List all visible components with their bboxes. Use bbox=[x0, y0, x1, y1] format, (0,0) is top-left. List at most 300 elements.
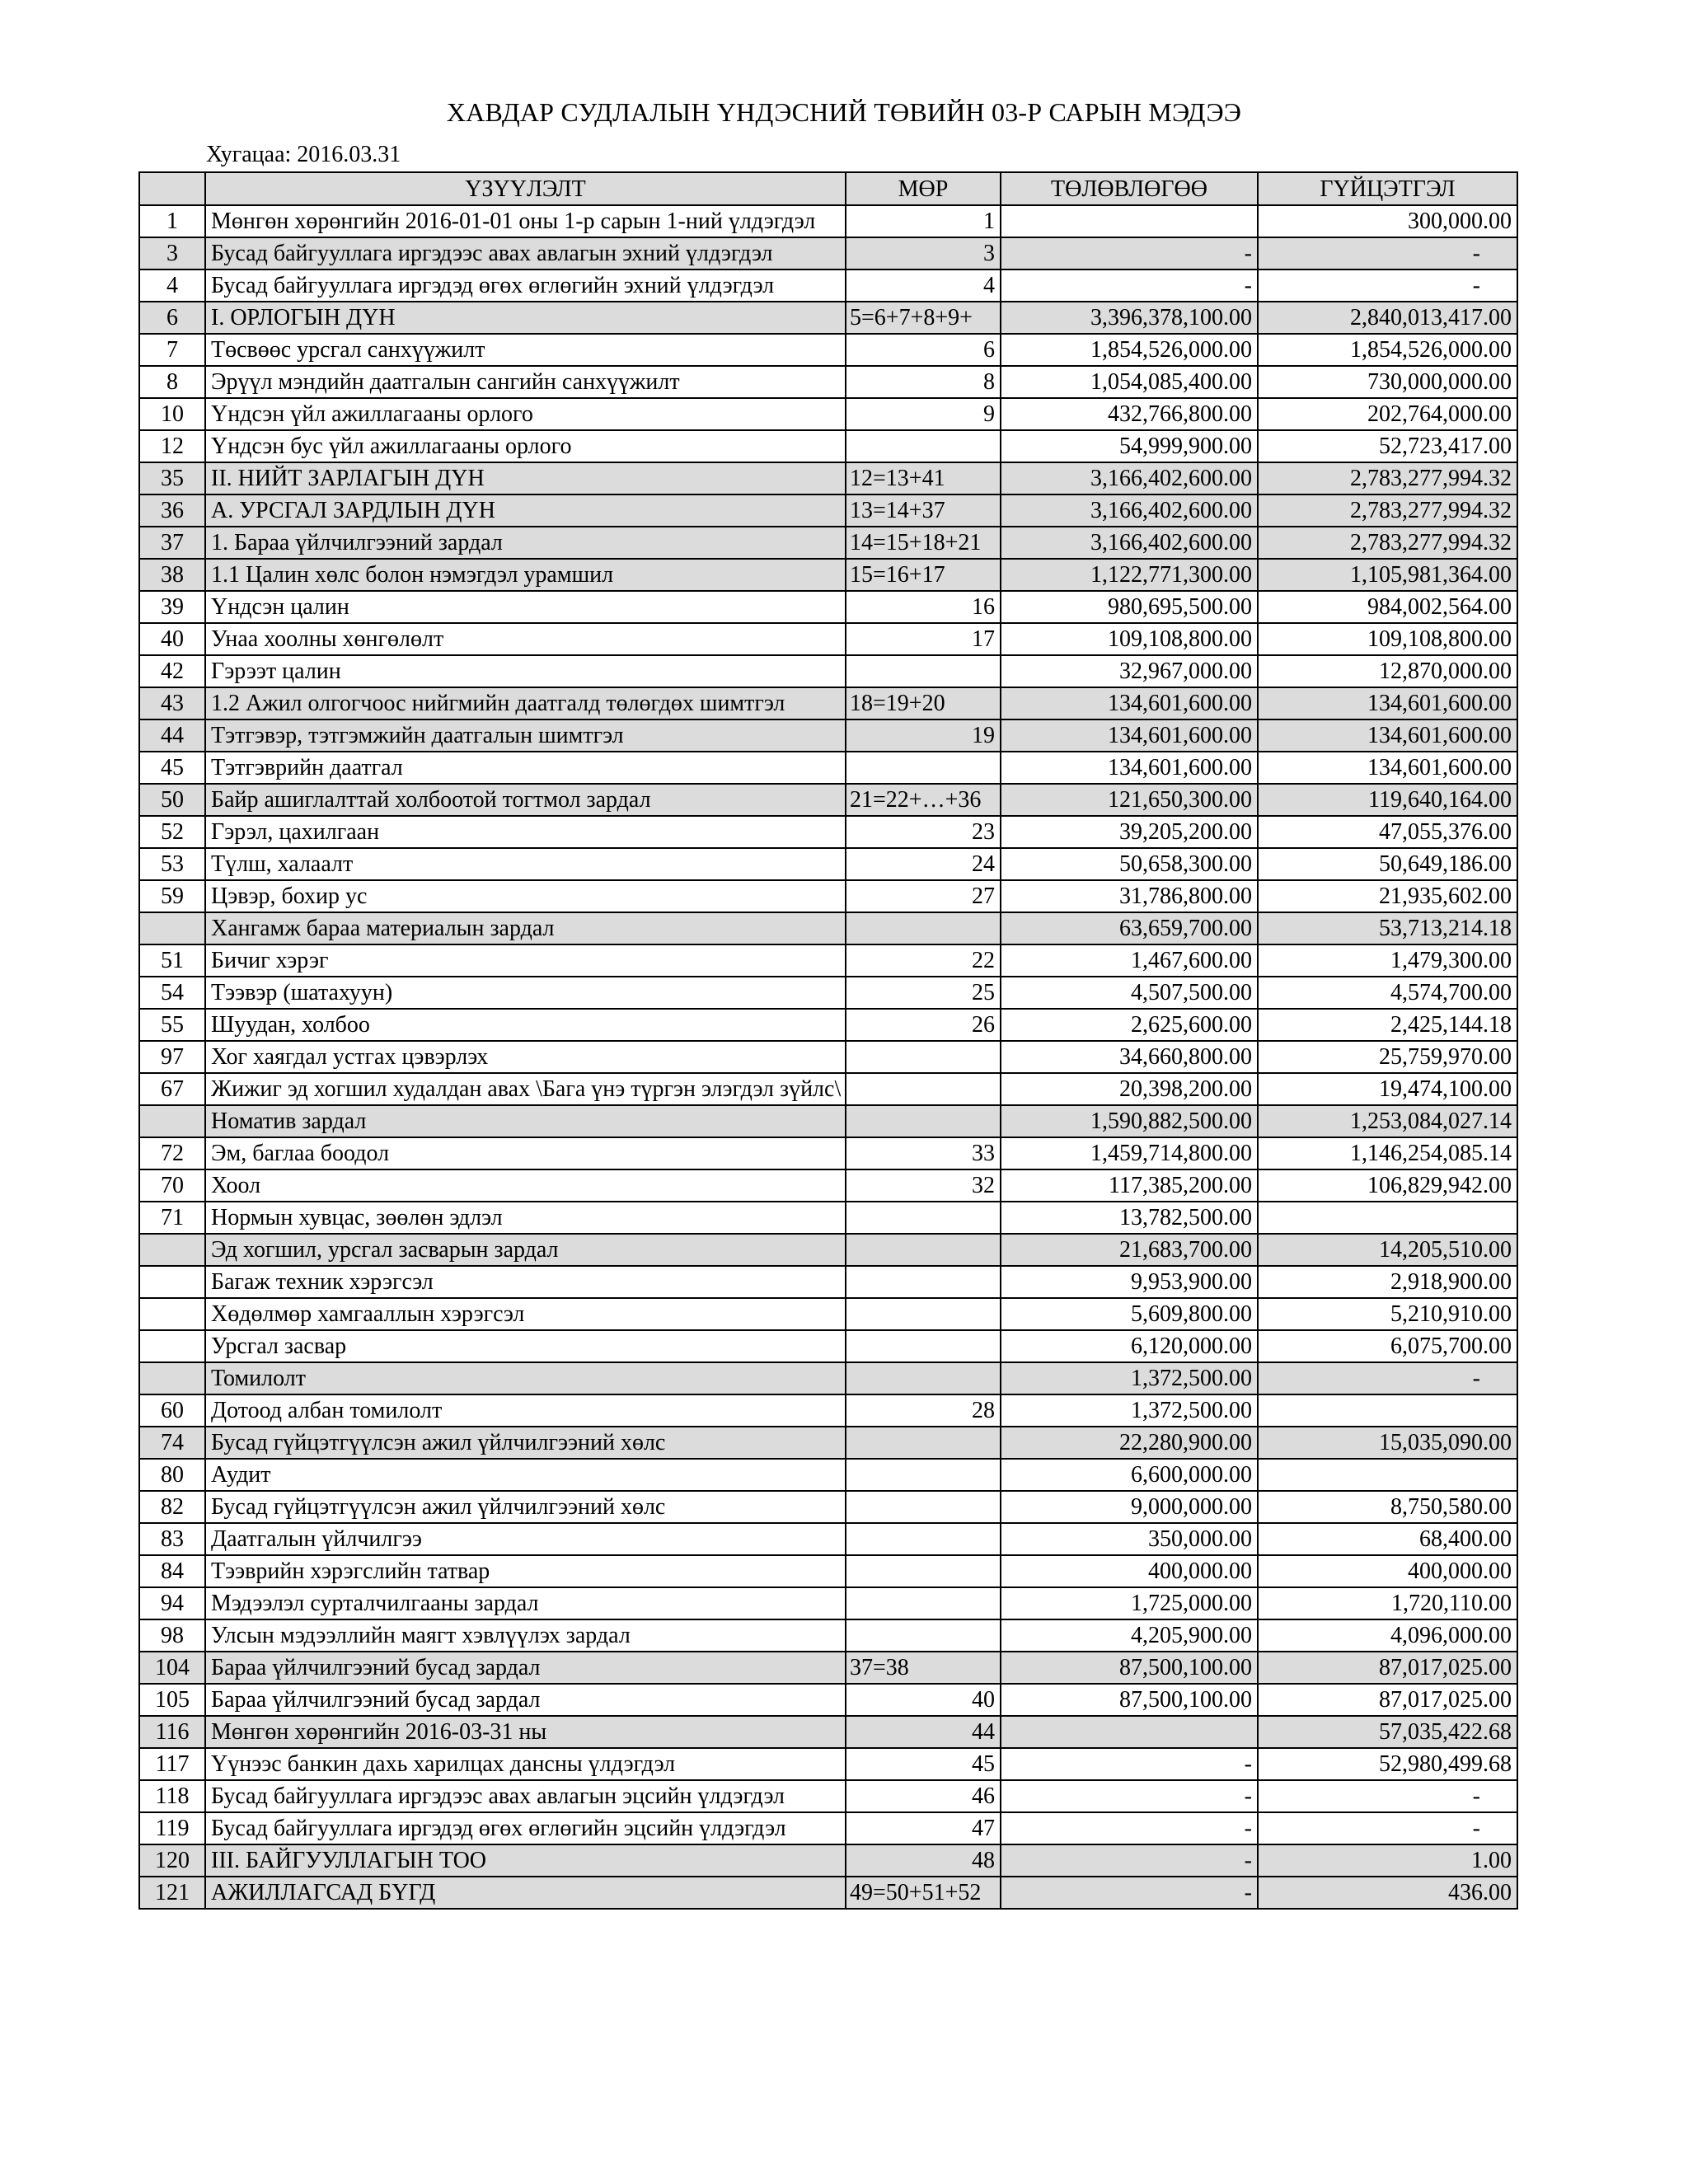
cell-number: 71 bbox=[139, 1202, 205, 1234]
cell-plan: 1,467,600.00 bbox=[1001, 944, 1258, 977]
cell-indicator: А. УРСГАЛ ЗАРДЛЫН ДҮН bbox=[205, 494, 846, 527]
cell-actual: 2,840,013,417.00 bbox=[1258, 302, 1517, 334]
cell-actual: 53,713,214.18 bbox=[1258, 912, 1517, 944]
table-row bbox=[139, 848, 1517, 880]
cell-row-code bbox=[846, 1459, 1001, 1491]
cell-row-code: 32 bbox=[846, 1169, 1001, 1202]
cell-row-code: 17 bbox=[846, 623, 1001, 655]
table-row bbox=[139, 1266, 1517, 1298]
cell-row-code: 37=38 bbox=[846, 1652, 1001, 1684]
cell-plan: - bbox=[1001, 1877, 1258, 1909]
cell-plan: - bbox=[1001, 1780, 1258, 1812]
cell-number: 55 bbox=[139, 1009, 205, 1041]
table-row bbox=[139, 1169, 1517, 1202]
cell-indicator: Тэтгэврийн даатгал bbox=[205, 752, 846, 784]
cell-plan: 1,590,882,500.00 bbox=[1001, 1105, 1258, 1137]
cell-plan: 20,398,200.00 bbox=[1001, 1073, 1258, 1105]
cell-number: 59 bbox=[139, 880, 205, 912]
cell-row-code bbox=[846, 1266, 1001, 1298]
cell-row-code: 21=22+…+36 bbox=[846, 784, 1001, 816]
cell-row-code: 45 bbox=[846, 1748, 1001, 1780]
cell-plan: 9,953,900.00 bbox=[1001, 1266, 1258, 1298]
cell-plan: 109,108,800.00 bbox=[1001, 623, 1258, 655]
cell-number: 51 bbox=[139, 944, 205, 977]
table-row bbox=[139, 784, 1517, 816]
cell-plan: 3,166,402,600.00 bbox=[1001, 527, 1258, 559]
cell-actual: 4,096,000.00 bbox=[1258, 1619, 1517, 1652]
table-header-row bbox=[139, 172, 1517, 205]
cell-indicator: Урсгал засвар bbox=[205, 1330, 846, 1362]
cell-plan bbox=[1001, 205, 1258, 237]
cell-row-code bbox=[846, 430, 1001, 462]
cell-plan: 1,372,500.00 bbox=[1001, 1394, 1258, 1427]
cell-plan: 39,205,200.00 bbox=[1001, 816, 1258, 848]
cell-plan: 1,459,714,800.00 bbox=[1001, 1137, 1258, 1169]
cell-indicator: Унаа хоолны хөнгөлөлт bbox=[205, 623, 846, 655]
cell-number: 119 bbox=[139, 1812, 205, 1844]
table-row bbox=[139, 623, 1517, 655]
cell-indicator: Тээврийн хэрэгслийн татвар bbox=[205, 1555, 846, 1587]
cell-actual: 8,750,580.00 bbox=[1258, 1491, 1517, 1523]
cell-plan: 3,166,402,600.00 bbox=[1001, 462, 1258, 494]
cell-number: 45 bbox=[139, 752, 205, 784]
cell-number: 35 bbox=[139, 462, 205, 494]
cell-plan bbox=[1001, 1716, 1258, 1748]
cell-row-code: 27 bbox=[846, 880, 1001, 912]
table-row bbox=[139, 1041, 1517, 1073]
cell-row-code bbox=[846, 752, 1001, 784]
cell-row-code bbox=[846, 1330, 1001, 1362]
cell-number: 104 bbox=[139, 1652, 205, 1684]
cell-actual: 134,601,600.00 bbox=[1258, 752, 1517, 784]
table-row bbox=[139, 1780, 1517, 1812]
cell-number: 53 bbox=[139, 848, 205, 880]
cell-plan: 31,786,800.00 bbox=[1001, 880, 1258, 912]
cell-actual: 1,253,084,027.14 bbox=[1258, 1105, 1517, 1137]
cell-plan: 87,500,100.00 bbox=[1001, 1652, 1258, 1684]
table-row bbox=[139, 334, 1517, 366]
cell-plan: 1,122,771,300.00 bbox=[1001, 559, 1258, 591]
cell-row-code: 47 bbox=[846, 1812, 1001, 1844]
cell-indicator: Нормын хувцас, зөөлөн эдлэл bbox=[205, 1202, 846, 1234]
cell-row-code: 26 bbox=[846, 1009, 1001, 1041]
table-row bbox=[139, 816, 1517, 848]
cell-row-code: 3 bbox=[846, 237, 1001, 269]
cell-actual: 134,601,600.00 bbox=[1258, 687, 1517, 719]
cell-actual: - bbox=[1258, 1362, 1517, 1394]
cell-row-code bbox=[846, 1202, 1001, 1234]
table-row bbox=[139, 1427, 1517, 1459]
cell-actual: 57,035,422.68 bbox=[1258, 1716, 1517, 1748]
table-row bbox=[139, 1073, 1517, 1105]
cell-actual: 87,017,025.00 bbox=[1258, 1652, 1517, 1684]
cell-row-code: 40 bbox=[846, 1684, 1001, 1716]
cell-row-code: 33 bbox=[846, 1137, 1001, 1169]
table-row bbox=[139, 1105, 1517, 1137]
cell-plan: 34,660,800.00 bbox=[1001, 1041, 1258, 1073]
cell-row-code bbox=[846, 1041, 1001, 1073]
cell-plan: 32,967,000.00 bbox=[1001, 655, 1258, 687]
cell-plan: 400,000.00 bbox=[1001, 1555, 1258, 1587]
cell-number: 83 bbox=[139, 1523, 205, 1555]
cell-actual: 2,425,144.18 bbox=[1258, 1009, 1517, 1041]
cell-actual bbox=[1258, 1394, 1517, 1427]
cell-number: 97 bbox=[139, 1041, 205, 1073]
cell-actual: 1,479,300.00 bbox=[1258, 944, 1517, 977]
cell-number: 6 bbox=[139, 302, 205, 334]
cell-row-code bbox=[846, 1491, 1001, 1523]
cell-indicator: Тэтгэвэр, тэтгэмжийн даатгалын шимтгэл bbox=[205, 719, 846, 752]
cell-actual: 119,640,164.00 bbox=[1258, 784, 1517, 816]
cell-plan: 432,766,800.00 bbox=[1001, 398, 1258, 430]
cell-number: 118 bbox=[139, 1780, 205, 1812]
cell-indicator: Цэвэр, бохир ус bbox=[205, 880, 846, 912]
cell-actual: 25,759,970.00 bbox=[1258, 1041, 1517, 1073]
cell-indicator: Бараа үйлчилгээний бусад зардал bbox=[205, 1684, 846, 1716]
cell-number: 43 bbox=[139, 687, 205, 719]
table-row bbox=[139, 302, 1517, 334]
cell-actual: 400,000.00 bbox=[1258, 1555, 1517, 1587]
cell-actual: 1,854,526,000.00 bbox=[1258, 334, 1517, 366]
cell-actual: 68,400.00 bbox=[1258, 1523, 1517, 1555]
table-row bbox=[139, 719, 1517, 752]
cell-plan: 4,507,500.00 bbox=[1001, 977, 1258, 1009]
cell-number bbox=[139, 1330, 205, 1362]
cell-row-code: 8 bbox=[846, 366, 1001, 398]
report-date: Хугацаа: 2016.03.31 bbox=[206, 142, 401, 167]
cell-plan: 1,054,085,400.00 bbox=[1001, 366, 1258, 398]
cell-actual: 202,764,000.00 bbox=[1258, 398, 1517, 430]
cell-number: 72 bbox=[139, 1137, 205, 1169]
cell-indicator: I. ОРЛОГЫН ДҮН bbox=[205, 302, 846, 334]
header-plan: ТӨЛӨВЛӨГӨӨ bbox=[1001, 172, 1258, 205]
cell-plan: 3,396,378,100.00 bbox=[1001, 302, 1258, 334]
cell-row-code bbox=[846, 1555, 1001, 1587]
cell-number: 116 bbox=[139, 1716, 205, 1748]
cell-indicator: Хог хаягдал устгах цэвэрлэх bbox=[205, 1041, 846, 1073]
cell-row-code bbox=[846, 1523, 1001, 1555]
cell-row-code bbox=[846, 1362, 1001, 1394]
table-row bbox=[139, 1619, 1517, 1652]
cell-actual: 52,980,499.68 bbox=[1258, 1748, 1517, 1780]
cell-row-code bbox=[846, 1427, 1001, 1459]
table-row bbox=[139, 1812, 1517, 1844]
cell-plan: - bbox=[1001, 1748, 1258, 1780]
cell-row-code: 9 bbox=[846, 398, 1001, 430]
cell-row-code: 15=16+17 bbox=[846, 559, 1001, 591]
cell-row-code bbox=[846, 1234, 1001, 1266]
cell-number: 3 bbox=[139, 237, 205, 269]
cell-plan: 134,601,600.00 bbox=[1001, 719, 1258, 752]
table-row bbox=[139, 880, 1517, 912]
cell-plan: 980,695,500.00 bbox=[1001, 591, 1258, 623]
cell-actual: 109,108,800.00 bbox=[1258, 623, 1517, 655]
cell-plan: 134,601,600.00 bbox=[1001, 752, 1258, 784]
cell-actual: - bbox=[1258, 1780, 1517, 1812]
cell-plan: - bbox=[1001, 237, 1258, 269]
table-row bbox=[139, 1877, 1517, 1909]
cell-number: 80 bbox=[139, 1459, 205, 1491]
cell-indicator: 1.1 Цалин хөлс болон нэмэгдэл урамшил bbox=[205, 559, 846, 591]
cell-actual: 47,055,376.00 bbox=[1258, 816, 1517, 848]
table-row bbox=[139, 1394, 1517, 1427]
cell-indicator: Бараа үйлчилгээний бусад зардал bbox=[205, 1652, 846, 1684]
cell-indicator: Бичиг хэрэг bbox=[205, 944, 846, 977]
cell-number: 120 bbox=[139, 1844, 205, 1877]
table-row bbox=[139, 398, 1517, 430]
cell-plan: 1,854,526,000.00 bbox=[1001, 334, 1258, 366]
cell-row-code bbox=[846, 1587, 1001, 1619]
cell-plan: - bbox=[1001, 1844, 1258, 1877]
table-row bbox=[139, 559, 1517, 591]
cell-plan: 21,683,700.00 bbox=[1001, 1234, 1258, 1266]
cell-number: 40 bbox=[139, 623, 205, 655]
table-row bbox=[139, 1587, 1517, 1619]
cell-number: 39 bbox=[139, 591, 205, 623]
cell-plan: 1,372,500.00 bbox=[1001, 1362, 1258, 1394]
table-row bbox=[139, 1491, 1517, 1523]
cell-number: 42 bbox=[139, 655, 205, 687]
cell-row-code bbox=[846, 655, 1001, 687]
cell-plan: 2,625,600.00 bbox=[1001, 1009, 1258, 1041]
cell-indicator: Бусад гүйцэтгүүлсэн ажил үйлчилгээний хөлс bbox=[205, 1491, 846, 1523]
cell-actual: 436.00 bbox=[1258, 1877, 1517, 1909]
cell-row-code: 14=15+18+21 bbox=[846, 527, 1001, 559]
cell-indicator: III. БАЙГУУЛЛАГЫН ТОО bbox=[205, 1844, 846, 1877]
cell-number: 10 bbox=[139, 398, 205, 430]
cell-actual: 5,210,910.00 bbox=[1258, 1298, 1517, 1330]
cell-row-code bbox=[846, 1073, 1001, 1105]
table-row bbox=[139, 655, 1517, 687]
cell-number: 52 bbox=[139, 816, 205, 848]
cell-number: 74 bbox=[139, 1427, 205, 1459]
cell-plan: 22,280,900.00 bbox=[1001, 1427, 1258, 1459]
cell-actual: 2,918,900.00 bbox=[1258, 1266, 1517, 1298]
cell-plan: 87,500,100.00 bbox=[1001, 1684, 1258, 1716]
table-row bbox=[139, 1009, 1517, 1041]
cell-number: 37 bbox=[139, 527, 205, 559]
cell-plan: 63,659,700.00 bbox=[1001, 912, 1258, 944]
cell-indicator: Улсын мэдээллийн маягт хэвлүүлэх зардал bbox=[205, 1619, 846, 1652]
cell-indicator: Даатгалын үйлчилгээ bbox=[205, 1523, 846, 1555]
table-row bbox=[139, 1684, 1517, 1716]
table-row bbox=[139, 944, 1517, 977]
header-no bbox=[139, 172, 205, 205]
cell-actual: 1,720,110.00 bbox=[1258, 1587, 1517, 1619]
cell-actual: 14,205,510.00 bbox=[1258, 1234, 1517, 1266]
cell-plan: 117,385,200.00 bbox=[1001, 1169, 1258, 1202]
cell-number: 60 bbox=[139, 1394, 205, 1427]
cell-indicator: Мэдээлэл сурталчилгааны зардал bbox=[205, 1587, 846, 1619]
cell-plan: 5,609,800.00 bbox=[1001, 1298, 1258, 1330]
cell-number: 8 bbox=[139, 366, 205, 398]
cell-actual: 106,829,942.00 bbox=[1258, 1169, 1517, 1202]
cell-indicator: 1.2 Ажил олгогчоос нийгмийн даатгалд төлөгдөх шимтгэл bbox=[205, 687, 846, 719]
cell-indicator: II. НИЙТ ЗАРЛАГЫН ДҮН bbox=[205, 462, 846, 494]
cell-row-code: 23 bbox=[846, 816, 1001, 848]
table-row bbox=[139, 591, 1517, 623]
header-row: МӨР bbox=[846, 172, 1001, 205]
cell-actual: - bbox=[1258, 237, 1517, 269]
cell-number: 36 bbox=[139, 494, 205, 527]
cell-actual: 2,783,277,994.32 bbox=[1258, 527, 1517, 559]
cell-plan: 50,658,300.00 bbox=[1001, 848, 1258, 880]
cell-plan: 6,120,000.00 bbox=[1001, 1330, 1258, 1362]
cell-indicator: Хоол bbox=[205, 1169, 846, 1202]
table-row bbox=[139, 1716, 1517, 1748]
cell-number: 50 bbox=[139, 784, 205, 816]
cell-indicator: Эд хогшил, урсгал засварын зардал bbox=[205, 1234, 846, 1266]
cell-row-code bbox=[846, 1105, 1001, 1137]
cell-actual: - bbox=[1258, 1812, 1517, 1844]
cell-plan: - bbox=[1001, 1812, 1258, 1844]
table-row bbox=[139, 912, 1517, 944]
header-actual: ГҮЙЦЭТГЭЛ bbox=[1258, 172, 1517, 205]
table-body bbox=[139, 205, 1517, 1909]
cell-row-code: 13=14+37 bbox=[846, 494, 1001, 527]
cell-number: 67 bbox=[139, 1073, 205, 1105]
cell-row-code: 49=50+51+52 bbox=[846, 1877, 1001, 1909]
cell-indicator: Томилолт bbox=[205, 1362, 846, 1394]
cell-actual: 6,075,700.00 bbox=[1258, 1330, 1517, 1362]
cell-indicator: Бусад гүйцэтгүүлсэн ажил үйлчилгээний хөлс bbox=[205, 1427, 846, 1459]
cell-plan: 54,999,900.00 bbox=[1001, 430, 1258, 462]
table-row bbox=[139, 1202, 1517, 1234]
cell-plan: 350,000.00 bbox=[1001, 1523, 1258, 1555]
cell-number: 121 bbox=[139, 1877, 205, 1909]
cell-row-code: 25 bbox=[846, 977, 1001, 1009]
cell-number: 7 bbox=[139, 334, 205, 366]
cell-actual: 984,002,564.00 bbox=[1258, 591, 1517, 623]
cell-indicator: 1. Бараа үйлчилгээний зардал bbox=[205, 527, 846, 559]
cell-indicator: Эм, баглаа боодол bbox=[205, 1137, 846, 1169]
cell-indicator: Номатив зардал bbox=[205, 1105, 846, 1137]
cell-actual: 134,601,600.00 bbox=[1258, 719, 1517, 752]
cell-indicator: Үүнээс банкин дахь харилцах дансны үлдэгдэл bbox=[205, 1748, 846, 1780]
table-row bbox=[139, 494, 1517, 527]
cell-number: 44 bbox=[139, 719, 205, 752]
table-row bbox=[139, 527, 1517, 559]
cell-actual: 12,870,000.00 bbox=[1258, 655, 1517, 687]
table-row bbox=[139, 269, 1517, 302]
cell-row-code: 1 bbox=[846, 205, 1001, 237]
report-table bbox=[138, 171, 1518, 1910]
cell-row-code: 22 bbox=[846, 944, 1001, 977]
cell-indicator: Багаж техник хэрэгсэл bbox=[205, 1266, 846, 1298]
cell-number: 4 bbox=[139, 269, 205, 302]
table-row bbox=[139, 1652, 1517, 1684]
cell-number: 12 bbox=[139, 430, 205, 462]
cell-number: 84 bbox=[139, 1555, 205, 1587]
cell-indicator: Үндсэн бус үйл ажиллагааны орлого bbox=[205, 430, 846, 462]
cell-indicator: Шуудан, холбоо bbox=[205, 1009, 846, 1041]
table-row bbox=[139, 205, 1517, 237]
cell-actual: 52,723,417.00 bbox=[1258, 430, 1517, 462]
cell-number bbox=[139, 1266, 205, 1298]
cell-row-code: 16 bbox=[846, 591, 1001, 623]
cell-plan: 1,725,000.00 bbox=[1001, 1587, 1258, 1619]
cell-row-code: 6 bbox=[846, 334, 1001, 366]
cell-actual: 1,105,981,364.00 bbox=[1258, 559, 1517, 591]
cell-actual: 1,146,254,085.14 bbox=[1258, 1137, 1517, 1169]
cell-actual: 2,783,277,994.32 bbox=[1258, 462, 1517, 494]
table-row bbox=[139, 1330, 1517, 1362]
cell-row-code bbox=[846, 912, 1001, 944]
cell-number: 1 bbox=[139, 205, 205, 237]
cell-indicator: Төсвөөс урсгал санхүүжилт bbox=[205, 334, 846, 366]
cell-actual bbox=[1258, 1459, 1517, 1491]
table-row bbox=[139, 1748, 1517, 1780]
cell-number: 70 bbox=[139, 1169, 205, 1202]
cell-actual: 300,000.00 bbox=[1258, 205, 1517, 237]
table-row bbox=[139, 1362, 1517, 1394]
cell-row-code bbox=[846, 1298, 1001, 1330]
cell-number: 54 bbox=[139, 977, 205, 1009]
cell-number: 38 bbox=[139, 559, 205, 591]
cell-actual: 15,035,090.00 bbox=[1258, 1427, 1517, 1459]
cell-indicator: Гэрээт цалин bbox=[205, 655, 846, 687]
cell-number: 105 bbox=[139, 1684, 205, 1716]
table-row bbox=[139, 462, 1517, 494]
cell-row-code: 24 bbox=[846, 848, 1001, 880]
cell-plan: 13,782,500.00 bbox=[1001, 1202, 1258, 1234]
cell-actual: 21,935,602.00 bbox=[1258, 880, 1517, 912]
cell-indicator: Жижиг эд хогшил худалдан авах \Бага үнэ түргэн элэгдэл зүйлс\ bbox=[205, 1073, 846, 1105]
cell-indicator: Дотоод албан томилолт bbox=[205, 1394, 846, 1427]
cell-indicator: Хангамж бараа материалын зардал bbox=[205, 912, 846, 944]
cell-row-code: 5=6+7+8+9+ bbox=[846, 302, 1001, 334]
cell-indicator: Эрүүл мэндийн даатгалын сангийн санхүүжилт bbox=[205, 366, 846, 398]
cell-row-code: 46 bbox=[846, 1780, 1001, 1812]
cell-plan: 134,601,600.00 bbox=[1001, 687, 1258, 719]
cell-number bbox=[139, 1362, 205, 1394]
cell-indicator: АЖИЛЛАГСАД БҮГД bbox=[205, 1877, 846, 1909]
cell-indicator: Түлш, халаалт bbox=[205, 848, 846, 880]
table-row bbox=[139, 977, 1517, 1009]
table-row bbox=[139, 237, 1517, 269]
cell-number: 98 bbox=[139, 1619, 205, 1652]
table-row bbox=[139, 752, 1517, 784]
table-row bbox=[139, 1459, 1517, 1491]
cell-number bbox=[139, 912, 205, 944]
cell-indicator: Мөнгөн хөрөнгийн 2016-01-01 оны 1-р сарын 1-ний үлдэгдэл bbox=[205, 205, 846, 237]
cell-plan: 3,166,402,600.00 bbox=[1001, 494, 1258, 527]
cell-indicator: Бусад байгууллага иргэдээс авах авлагын эхний үлдэгдэл bbox=[205, 237, 846, 269]
cell-row-code: 19 bbox=[846, 719, 1001, 752]
cell-indicator: Тээвэр (шатахуун) bbox=[205, 977, 846, 1009]
cell-actual: - bbox=[1258, 269, 1517, 302]
cell-actual: 730,000,000.00 bbox=[1258, 366, 1517, 398]
cell-actual: 1.00 bbox=[1258, 1844, 1517, 1877]
header-indicator: ҮЗҮҮЛЭЛТ bbox=[205, 172, 846, 205]
table-row bbox=[139, 1137, 1517, 1169]
cell-actual bbox=[1258, 1202, 1517, 1234]
cell-plan: 4,205,900.00 bbox=[1001, 1619, 1258, 1652]
cell-row-code: 44 bbox=[846, 1716, 1001, 1748]
table-row bbox=[139, 1555, 1517, 1587]
cell-indicator: Мөнгөн хөрөнгийн 2016-03-31 ны bbox=[205, 1716, 846, 1748]
cell-actual: 87,017,025.00 bbox=[1258, 1684, 1517, 1716]
cell-row-code: 18=19+20 bbox=[846, 687, 1001, 719]
cell-plan: 9,000,000.00 bbox=[1001, 1491, 1258, 1523]
cell-indicator: Байр ашиглалттай холбоотой тогтмол зардал bbox=[205, 784, 846, 816]
cell-plan: 6,600,000.00 bbox=[1001, 1459, 1258, 1491]
cell-row-code: 12=13+41 bbox=[846, 462, 1001, 494]
table-row bbox=[139, 687, 1517, 719]
cell-indicator: Бусад байгууллага иргэдэд өгөх өглөгийн эцсийн үлдэгдэл bbox=[205, 1812, 846, 1844]
cell-plan: - bbox=[1001, 269, 1258, 302]
cell-actual: 2,783,277,994.32 bbox=[1258, 494, 1517, 527]
